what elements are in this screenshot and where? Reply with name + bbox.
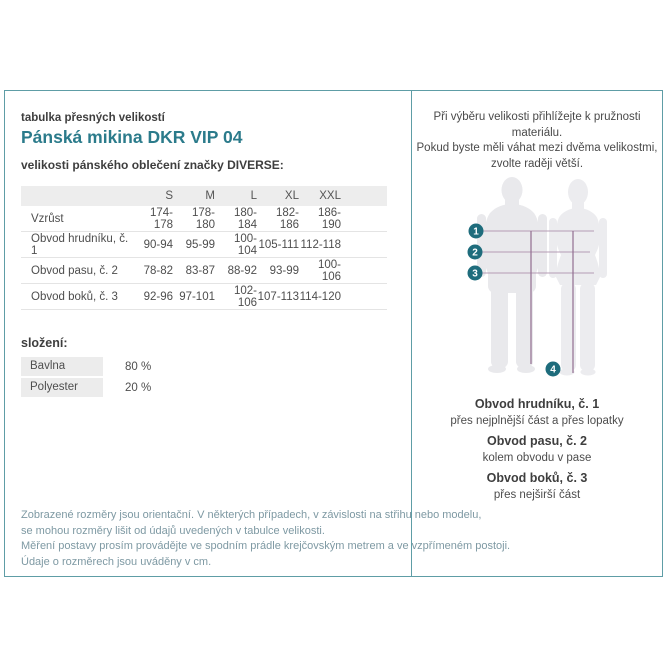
cell: 92-96 <box>131 284 173 310</box>
measurement-legend <box>412 392 662 503</box>
marker-4 <box>546 362 561 377</box>
legend-description: přes nejširší část <box>493 489 581 501</box>
cell: 102-106 <box>215 284 257 310</box>
composition-row-cotton <box>21 357 271 376</box>
note-line: Zobrazené rozměry jsou orientační. V některých případech, v závislosti na střihu nebo modelu, <box>21 509 482 521</box>
cell: 78-82 <box>131 258 173 284</box>
column-header-xl: XL <box>257 186 299 206</box>
column-header-spacer <box>341 186 387 206</box>
cell: 100-104 <box>215 232 257 258</box>
svg-text:1: 1 <box>473 226 479 238</box>
note-line: Údaje o rozměrech jsou uváděny v cm. <box>21 555 212 568</box>
eyebrow-label: tabulka přesných velikostí <box>21 112 165 124</box>
material-percent: 80 % <box>125 360 152 373</box>
legend-item-chest <box>412 396 662 429</box>
advice-line: zvolte raději větší. <box>490 157 584 170</box>
sizing-advice <box>412 110 662 172</box>
marker-2 <box>468 245 483 260</box>
cell: 180-184 <box>215 206 257 232</box>
cell: 186-190 <box>299 206 341 232</box>
cell: 178-180 <box>173 206 215 232</box>
legend-heading: Obvod boků, č. 3 <box>486 471 588 485</box>
advice-line: Při výběru velikosti přihlížejte k pružnosti materiálu. <box>433 111 641 139</box>
cell-spacer <box>341 206 387 232</box>
column-header-m: M <box>173 186 215 206</box>
column-header-l: L <box>215 186 257 206</box>
row-label: Obvod boků, č. 3 <box>21 284 131 310</box>
row-label: Obvod hrudníku, č. 1 <box>21 232 131 258</box>
note-line: se mohou rozměry lišit od údajů uvedených v tabulce velikosti. <box>21 524 325 537</box>
legend-description: kolem obvodu v pase <box>482 452 592 464</box>
cell: 114-120 <box>299 284 341 310</box>
table-row-height <box>21 206 387 232</box>
material-label: Bavlna <box>21 357 103 376</box>
cell: 95-99 <box>173 232 215 258</box>
cell: 97-101 <box>173 284 215 310</box>
cell: 93-99 <box>257 258 299 284</box>
marker-1 <box>469 224 484 239</box>
cell: 88-92 <box>215 258 257 284</box>
table-row-hips <box>21 284 387 310</box>
row-label: Vzrůst <box>21 206 131 232</box>
column-header <box>21 186 131 206</box>
advice-line: Pokud byste měli váhat mezi dvěma velikostmi, <box>416 142 658 154</box>
table-row-waist <box>21 258 387 284</box>
cell: 174-178 <box>131 206 173 232</box>
svg-text:3: 3 <box>472 268 478 280</box>
row-label: Obvod pasu, č. 2 <box>21 258 131 284</box>
male-silhouette-figure <box>477 177 547 373</box>
size-chart-panel <box>4 90 663 577</box>
cell: 83-87 <box>173 258 215 284</box>
marker-3 <box>468 266 483 281</box>
legend-heading: Obvod pasu, č. 2 <box>486 434 588 448</box>
material-percent: 20 % <box>125 381 152 394</box>
cell: 100-106 <box>299 258 341 284</box>
body-measurement-diagram <box>455 164 655 382</box>
legend-item-hips <box>412 470 662 503</box>
size-table <box>21 186 387 310</box>
size-table-header-row <box>21 186 387 206</box>
column-header-xxl: XXL <box>299 186 341 206</box>
cell-spacer <box>341 258 387 284</box>
legend-description: přes nejplnější část a přes lopatky <box>450 415 624 427</box>
legend-heading: Obvod hrudníku, č. 1 <box>474 397 600 411</box>
measurement-notes <box>21 508 510 570</box>
table-row-chest <box>21 232 387 258</box>
composition-heading: složení: <box>21 336 68 350</box>
svg-text:4: 4 <box>550 364 556 376</box>
composition-list <box>21 357 271 399</box>
cell: 182-186 <box>257 206 299 232</box>
female-silhouette-figure <box>549 179 607 376</box>
cell: 112-118 <box>299 232 341 258</box>
note-line: Měření postavy prosím provádějte ve spodním prádle krejčovským metrem a ve vzpřímeném postoji. <box>21 540 511 553</box>
cell: 90-94 <box>131 232 173 258</box>
material-label: Polyester <box>21 378 103 397</box>
table-caption: velikosti pánského oblečení značky DIVERSE: <box>21 158 284 172</box>
composition-row-polyester <box>21 378 271 397</box>
column-header-s: S <box>131 186 173 206</box>
product-title: Pánská mikina DKR VIP 04 <box>21 127 243 147</box>
cell: 107-113 <box>257 284 299 310</box>
svg-text:2: 2 <box>472 247 478 259</box>
cell: 105-111 <box>257 232 299 258</box>
cell-spacer <box>341 284 387 310</box>
legend-item-waist <box>412 433 662 466</box>
cell-spacer <box>341 232 387 258</box>
